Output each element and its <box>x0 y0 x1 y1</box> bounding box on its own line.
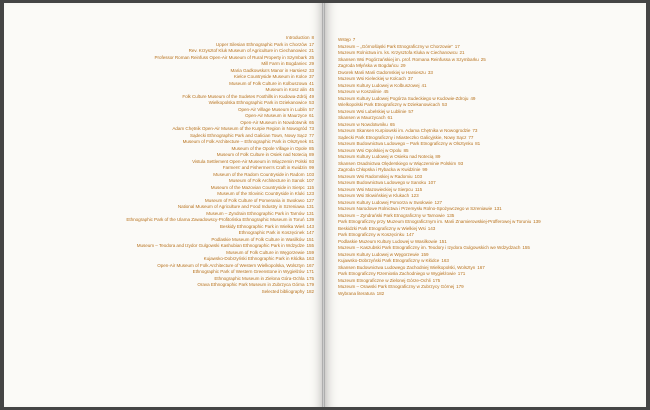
entry-title: Wielkopolska Ethnographic Park in Dziekanowice <box>208 100 307 105</box>
entry-title: Podlaskie Muzeum Kultury Ludowej w Wasilkowie <box>338 238 438 244</box>
entry-page-number: 107 <box>428 180 436 185</box>
entry-title: Open-Air Village Museum in Lublin <box>237 106 307 112</box>
entry-page-number: 33 <box>308 67 314 73</box>
entry-title: Ethnographic Park of the Ulama Zawadowscy-Profitońska Ethnographic Museum in Toruń <box>126 217 305 222</box>
entry-page-number: 73 <box>308 126 314 131</box>
entry-title: Museum of Folk Culture in Osiek nad Notecią <box>216 152 307 157</box>
entry-title: Muzeum Wsi Lubelskiej w Lublinie <box>338 108 407 114</box>
entry-title: Skansen Budownictwa Ludowego Zachodniej Wielkopolski, Wolsztyn <box>338 264 476 270</box>
entry-page-number: 33 <box>427 69 433 75</box>
entry-page-number: 127 <box>306 197 314 203</box>
entry-title: Muzeum Wsi Słowińskiej w Klukach <box>338 193 410 198</box>
entry-title: Wybrana literatura <box>338 290 375 296</box>
entry-title: Adam Chętnik Open-Air Museum of the Kurpie Region in Nowogród <box>172 126 307 131</box>
entry-title: Muzeum Wsi Kieleckiej w Kolcach <box>338 76 406 81</box>
entry-page-number: 7 <box>352 37 356 42</box>
entry-title: Muzeum Wsi Mazowieckiej w Sierpcu <box>338 186 413 192</box>
entry-title: Farmers' and Fishermen's Craft in Kwidzin <box>222 165 307 170</box>
entry-page-number: 139 <box>533 219 541 224</box>
entry-page-number: 21 <box>308 48 314 53</box>
entry-page-number: 131 <box>306 204 314 209</box>
entry-title: Muzeum Kultury Ludowej w Osieku nad Notecią <box>338 154 434 159</box>
entry-title: Ethnographic Park in Koszęcinek <box>238 230 305 235</box>
left-page <box>4 3 323 407</box>
entry-page-number: 89 <box>435 154 441 159</box>
entry-title: Open-Air Museum in Maurzyce <box>245 113 307 118</box>
entry-title: Wstęp <box>338 37 351 42</box>
entry-page-number: 107 <box>306 178 314 183</box>
entry-page-number: 93 <box>308 158 314 164</box>
entry-title: Museum of Folk Culture in Kolbuszowa <box>229 80 307 86</box>
entry-title: Muzeum Kultury Ludowej Pogórza Sudeckiego w Kudowie-Zdroju <box>338 95 469 101</box>
entry-title: Park Etnograficzny przy Muzeum Etnograficznym im. Marii Znamierowskiej-Prüfferowej w Toruniu <box>338 219 532 224</box>
entry-title: Professor Roman Reinfuss Open-Air Museum of Rural Property in Szymbark <box>154 54 307 60</box>
entry-page-number: 179 <box>456 284 464 289</box>
entry-page-number: 29 <box>400 63 406 68</box>
entry-page-number: 57 <box>308 106 314 112</box>
entry-page-number: 73 <box>472 128 478 133</box>
entry-page-number: 147 <box>406 232 414 237</box>
entry-page-number: 182 <box>376 290 385 296</box>
entry-page-number: 93 <box>458 160 464 166</box>
entry-page-number: 61 <box>308 113 314 118</box>
entry-page-number: 171 <box>457 271 466 276</box>
entry-title: Kujawsko-Dobrzyński Ethnographic Park in Kłódka <box>203 256 305 261</box>
entry-title: Muzeum Wsi Radomskiej w Radomiu <box>338 173 413 179</box>
entry-page-number: 81 <box>475 141 481 146</box>
polish-contents-list <box>338 37 541 297</box>
entry-page-number: 131 <box>306 210 314 216</box>
entry-title: Museum of Folk Culture in Węgorzewie <box>226 249 305 255</box>
entry-page-number: 135 <box>446 212 455 218</box>
entry-page-number: 139 <box>306 217 314 222</box>
entry-title: Folk Culture Museum of the Sudetes Foothills in Kudowa-Zdrój <box>182 93 307 99</box>
entry-page-number: 103 <box>414 173 423 179</box>
entry-page-number: 159 <box>306 249 314 255</box>
entry-title: Wielkopolski Park Etnograficzny w Dziekanowicach <box>338 102 441 107</box>
entry-title: Orava Ethnographic Park Museum in Zubrzyca Górna <box>197 282 305 287</box>
entry-page-number: 89 <box>308 152 314 157</box>
entry-title: Skansen w Maurzycach <box>338 115 386 120</box>
entry-page-number: 8 <box>311 35 314 40</box>
entry-page-number: 131 <box>494 206 502 211</box>
entry-page-number: 99 <box>422 167 428 172</box>
entry-title: Muzeum Etnograficzne w Zielonej Górze-Ochli <box>338 277 431 283</box>
entry-page-number: 155 <box>306 243 314 248</box>
entry-title: Museum – Teodora and Izydor Gulgowski Kashubian Ethnographic Park in Wdzydze <box>136 243 305 248</box>
entry-page-number: 163 <box>306 256 314 261</box>
entry-title: Park Etnograficzny Rzemiosła Zachodniego w Wygiełżowie <box>338 271 456 276</box>
entry-page-number: 25 <box>308 54 314 60</box>
entry-title: Beskidzki Park Etnograficzny w Wielkiej Wsi <box>338 225 426 231</box>
entry-page-number: 85 <box>403 147 409 153</box>
entry-page-number: 37 <box>308 74 314 79</box>
entry-title: Muzeum w Koszalinie <box>338 89 382 94</box>
entry-title: Museum of Folk Architecture in Sanok <box>228 178 305 183</box>
entry-page-number: 115 <box>306 184 314 190</box>
entry-page-number: 99 <box>308 165 314 170</box>
entry-page-number: 85 <box>308 145 314 151</box>
entry-page-number: 25 <box>480 56 486 62</box>
entry-page-number: 143 <box>427 225 436 231</box>
entry-page-number: 49 <box>308 93 314 99</box>
entry-page-number: 151 <box>306 236 314 242</box>
entry-title: Beskidy Ethnographic Park in Wielka Wieś <box>219 223 305 229</box>
entry-title: Muzeum Kultury Ludowej w Węgorzewie <box>338 251 419 257</box>
entry-title: Museum of the Radom Countryside in Radom <box>213 171 305 177</box>
entry-title: Dworek Marii Marii Gadomskiej w Harsieszu <box>338 69 426 75</box>
entry-title: Sądecki Ethnographic Park and Galician Town, Nowy Sącz <box>190 132 307 138</box>
entry-page-number: 77 <box>308 132 314 138</box>
entry-page-number: 21 <box>459 50 465 55</box>
entry-page-number: 103 <box>306 171 314 177</box>
entry-page-number: 123 <box>306 191 314 196</box>
entry-page-number: 77 <box>468 134 474 140</box>
entry-title: Rev. Krzysztof Kluk Museum of Agriculture in Ciechanowiec <box>188 48 307 53</box>
entry-page-number: 159 <box>420 251 429 257</box>
entry-page-number: 127 <box>434 199 442 205</box>
entry-page-number: 147 <box>306 230 314 235</box>
entry-title: Muzeum – „Górnośląski Park Etnograficzny w Chorzowie” <box>338 43 453 49</box>
entry-title: Museum of Folk Culture of Pomerania in Swołowo <box>204 197 305 203</box>
entry-page-number: 123 <box>411 193 419 198</box>
entry-title: Maria Gadkowska's Manor in Harsiesz <box>230 67 307 73</box>
entry-title: National Museum of Agriculture and Food Industry in Szreniawa <box>177 204 305 209</box>
entry-page-number: 17 <box>454 43 460 49</box>
entry-title: Museum in Kosz alin <box>265 87 307 92</box>
entry-title: Vistula Settlement Open-Air Museum in Wiączemin Polski <box>192 158 307 164</box>
entry-page-number: 49 <box>470 95 476 101</box>
entry-page-number: 179 <box>306 282 314 287</box>
entry-page-number: 41 <box>308 80 314 86</box>
entry-title: Muzeum w Nowdotwniku <box>338 121 388 127</box>
entry-page-number: 151 <box>439 238 447 244</box>
entry-title: Museum of Folk Architecture – Ethnographic Park in Olsztynek <box>182 139 307 144</box>
entry-page-number: 37 <box>407 76 413 81</box>
entry-title: Muzeum Budownictwa Ludowego w Sanoku <box>338 180 427 185</box>
entry-title: Zagroda Młyńska w Bogdańcu <box>338 63 399 68</box>
contents-entry <box>126 289 314 296</box>
entry-page-number: 29 <box>308 61 314 66</box>
entry-title: Skansen Wsi Pogórzańskiej im. prof. Romana Reinfussa w Szymbarku <box>338 56 479 62</box>
entry-title: Muzeum Skansen Kurpiowski im. Adama Chętnika w Nowogrodzie <box>338 128 471 133</box>
entry-title: Kielce Countryside Museum in Kolce <box>233 74 307 79</box>
entry-page-number: 57 <box>408 108 414 114</box>
entry-page-number: 81 <box>308 139 314 144</box>
entry-title: Skansen Osadnictwa Olęderskiego w Wiączeminie Polskim <box>338 160 457 166</box>
entry-page-number: 61 <box>387 115 393 120</box>
entry-title: Park Etnograficzny w Koszęcinku <box>338 232 405 237</box>
entry-title: Mill Farm in Bogdaniec <box>261 61 307 66</box>
entry-title: Museum of the Slovinic Countryside in Kluki <box>217 191 305 196</box>
entry-title: Museum – Zyndrain Ethnographic Park in Tarnów <box>206 210 305 216</box>
entry-title: Ethnographic Museum in Zielona Góra-Ochla <box>214 275 305 281</box>
entry-page-number: 167 <box>477 264 485 270</box>
entry-page-number: 41 <box>421 82 427 88</box>
entry-page-number: 65 <box>389 121 395 127</box>
contents-entry <box>338 291 541 298</box>
entry-page-number: 155 <box>522 245 530 250</box>
entry-page-number: 171 <box>306 269 314 274</box>
entry-page-number: 163 <box>441 258 449 263</box>
entry-page-number: 175 <box>432 277 441 283</box>
entry-page-number: 115 <box>414 186 423 192</box>
entry-title: Museum of the Mazovian Countryside in Sierpc <box>210 184 305 190</box>
entry-title: Muzeum Narodowe Rolnictwa i Przemysłu Rolno-Spożywczego w Szreniawie <box>338 206 493 211</box>
entry-title: Muzeum – Zyndrański Park Etnograficzny w Tarnowie <box>338 212 445 218</box>
entry-title: Introduction <box>286 35 310 40</box>
entry-page-number: 65 <box>308 119 314 125</box>
entry-page-number: 167 <box>306 262 314 268</box>
entry-title: Zagroda Chłopska i Rybacka w Kwidzinie <box>338 167 421 172</box>
entry-title: Muzeum Wsi Opolskiej w Opolu <box>338 147 402 153</box>
entry-title: Muzeum Kultury Ludowej w Kolbuszowej <box>338 82 420 88</box>
entry-title: Podlaskie Museum of Folk Culture in Wasilków <box>211 236 305 242</box>
entry-title: Open-Air Museum of Folk Architecture of Western Wielkopolska, Wolsztyn <box>157 262 305 268</box>
entry-title: Muzeum – Orawski Park Etnograficzny w Zubrzycy Górnej <box>338 284 455 289</box>
entry-page-number: 45 <box>308 87 314 92</box>
english-contents-list <box>126 35 314 295</box>
entry-page-number: 45 <box>383 89 389 94</box>
entry-page-number: 175 <box>306 275 314 281</box>
entry-title: Kujawsko-Dobrzyński Park Etnograficzny w Kłódce <box>338 258 440 263</box>
entry-title: Muzeum Kultury Ludowej Pomorza w Swołowie <box>338 199 433 205</box>
entry-title: Museum of the Opole Village in Opole <box>231 145 307 151</box>
entry-title: Upper Silesian Ethnographic Park in Chorzów <box>215 41 307 47</box>
entry-title: Open-Air Museum in Nowdotwnik <box>240 119 307 125</box>
right-page <box>325 3 646 407</box>
entry-title: Muzeum Rolnictwa im. ks. Krzysztofa Kluka w Ciechanowcu <box>338 50 458 55</box>
entry-page-number: 17 <box>308 41 314 47</box>
entry-title: Selected bibliography <box>261 288 305 294</box>
entry-page-number: 53 <box>308 100 314 105</box>
entry-page-number: 182 <box>306 288 314 294</box>
entry-title: Ethnographic Park of Western Greenstone in Wygiełżów <box>192 269 305 274</box>
entry-title: Muzeum Budownictwa Ludowego – Park Etnograficzny w Olsztynku <box>338 141 474 146</box>
entry-title: Sądecki Park Etnograficzny i Miasteczko Galicyjskie, Nowy Sącz <box>338 134 467 140</box>
entry-page-number: 53 <box>442 102 448 107</box>
entry-title: Muzeum – Kaszubski Park Etnograficzny im. Teodory i Izydora Gulgowskich we Wdzydzach <box>338 245 521 250</box>
entry-page-number: 143 <box>306 223 314 229</box>
